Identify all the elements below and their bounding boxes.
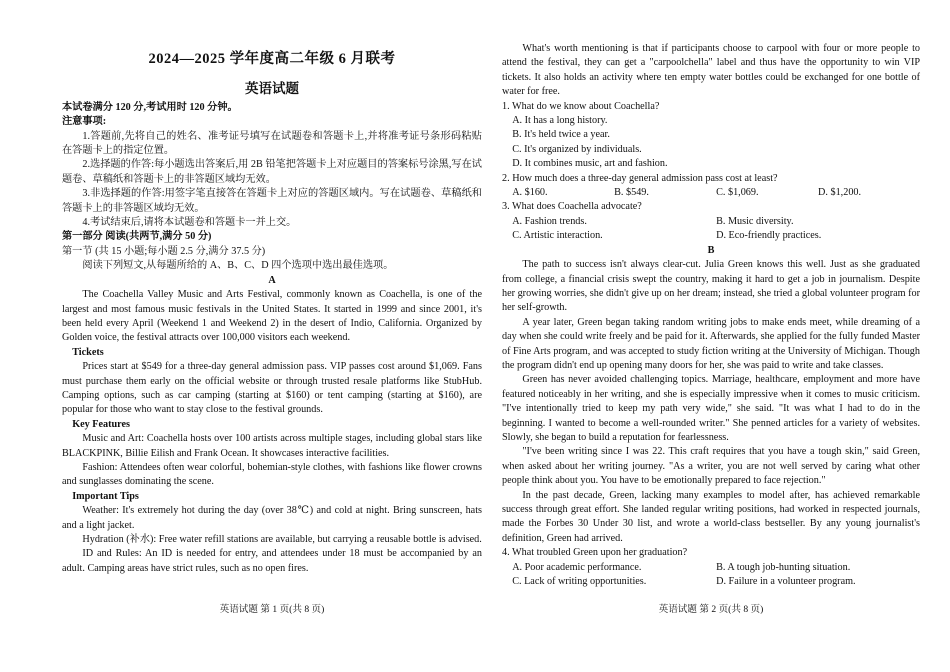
- q3-option-d[interactable]: D. Eco-friendly practices.: [716, 230, 822, 242]
- notice-heading: 注意事项:: [62, 116, 107, 128]
- q3-option-c[interactable]: C. Artistic interaction.: [512, 230, 603, 242]
- question-2: 2. How much does a three-day general admission pass cost at least?: [502, 172, 778, 184]
- question-3: 3. What does Coachella advocate?: [502, 201, 642, 213]
- q3-options-row1: [502, 215, 920, 229]
- feature-music: Music and Art: Coachella hosts over 100 artists across multiple stages, including global stars like BLACKPINK, Billie Eilish and Frank Ocean. It showcases interactive facilities.: [62, 433, 482, 459]
- q3-option-a[interactable]: A. Fashion trends.: [512, 215, 587, 227]
- score-line: 本试卷满分 120 分,考试用时 120 分钟。: [62, 101, 238, 113]
- q2-option-d[interactable]: D. $1,200.: [818, 187, 862, 199]
- feature-fashion: Fashion: Attendees often wear colorful, bohemian-style clothes, with fashions like flower crowns and sunglasses dominating the scene.: [62, 461, 482, 488]
- question-4: 4. What troubled Green upon her graduation?: [502, 547, 688, 559]
- tips-heading: Important Tips: [72, 490, 139, 502]
- tip-weather: Weather: It's extremely hot during the day (over 38℃) and cold at night. Bring sunscreen, hats and a light jacket.: [62, 505, 482, 531]
- q3-options-row2: [502, 229, 920, 243]
- passage-b-paragraph: In the past decade, Green, lacking many examples to model after, has achieved remarkable success through great effort. She landed regular writing positions, had worked in respected journals, made the Forbes 30 Under 30 list, and wrote a world-class bestseller. By any young journalist's definition, Green had arrived.: [502, 489, 920, 544]
- q2-option-a[interactable]: A. $160.: [512, 187, 548, 199]
- tickets-text: Prices start at $549 for a three-day general admission pass. VIP passes cost around $1,069. Fans must purchase them early on the official website or through trusted resale platforms like StubHub. Camping options, such as car camping (starting at $160) or tent camping (starting at $160), are popular for those who want to stay close to the festival grounds.: [62, 361, 482, 416]
- notice-item: 4.考试结束后,请将本试题卷和答题卡一并上交。: [82, 217, 297, 229]
- q1-option-d[interactable]: D. It combines music, art and fashion.: [512, 158, 668, 170]
- passage-b-label: B: [707, 244, 715, 256]
- q2-option-c[interactable]: C. $1,069.: [716, 187, 759, 199]
- instruction-text: 阅读下列短文,从每题所给的 A、B、C、D 四个选项中选出最佳选项。: [82, 260, 394, 272]
- page-2: [502, 0, 920, 672]
- question-1: 1. What do we know about Coachella?: [502, 100, 660, 112]
- q4-option-a[interactable]: A. Poor academic performance.: [512, 561, 642, 573]
- page-1-footer: 英语试题 第 1 页(共 8 页): [219, 604, 325, 615]
- q1-option-a[interactable]: A. It has a long history.: [512, 115, 608, 127]
- part-heading: 第一部分 阅读(共两节,满分 50 分): [62, 231, 212, 243]
- features-heading: Key Features: [72, 418, 130, 430]
- q3-option-b[interactable]: B. Music diversity.: [716, 215, 794, 227]
- q4-option-b[interactable]: B. A tough job-hunting situation.: [716, 561, 851, 573]
- q4-option-c[interactable]: C. Lack of writing opportunities.: [512, 576, 647, 588]
- section-heading: 第一节 (共 15 小题;每小题 2.5 分,满分 37.5 分): [62, 245, 266, 257]
- q2-option-b[interactable]: B. $549.: [614, 187, 649, 199]
- passage-a-intro: The Coachella Valley Music and Arts Festival, commonly known as Coachella, is one of the largest and most famous music festivals in the United States. It started in 1999 and since 2001, it's been held every April (Weekend 1 and Weekend 2) in the desert of Indio, California. Organized by Golden voice, the festival attracts over 100,000 visitors each weekend.: [62, 289, 482, 344]
- notice-item: 2.选择题的作答:每小题选出答案后,用 2B 铅笔把答题卡上对应题目的答案标号涂黑,写在试题卷、草稿纸和答题卡上的非答题区域均无效。: [62, 159, 482, 185]
- notice-item: 1.答题前,先将自己的姓名、准考证号填写在试题卷和答题卡上,并将准考证号条形码粘贴在答题卡上的指定位置。: [62, 130, 482, 157]
- passage-b-paragraph: Green has never avoided challenging topics. Marriage, healthcare, employment and more have featured noticeably in her writing, and she is especially impressive when it comes to music criticism. "I've intentionally tried to keep my path very wide," she said. "It was what I had to do in the beginning. I wanted to become a well-rounded writer." She penned articles for a variety of websites. Slowly, she began to build a reputation for fearlessness.: [502, 374, 920, 443]
- passage-a-label: A: [268, 274, 276, 286]
- passage-b-paragraph: The path to success isn't always clear-cut. Julia Green knows this well. Just as she graduated from college, a financial crisis swept the country, making it hard to get a job in journalism. Despite her growing worries, she didn't give up on her dream; instead, she tried a global volunteer program for her self-growth.: [502, 259, 920, 314]
- q2-options: [502, 186, 920, 200]
- page-1: [62, 0, 482, 672]
- passage-b-paragraph: A year later, Green began taking random writing jobs to make ends meet, while dreaming of a day when she could write freely and be paid for it. Afterwards, she applied for the fully funded Master of Fine Arts program, and was accepted to study fiction writing at the University of Michigan. Though the program didn't end up opening many doors for her, she was paid to write and take classes.: [502, 316, 920, 371]
- tickets-heading: Tickets: [72, 346, 104, 358]
- exam-subtitle: 英语试题: [245, 81, 299, 97]
- exam-title: 2024—2025 学年度高二年级 6 月联考: [148, 51, 396, 67]
- tip-id: ID and Rules: An ID is needed for entry, and attendees under 18 must be accompanied by an adult. Camping areas have strict rules, such as no open fires.: [62, 548, 482, 574]
- tip-hydration: Hydration (补水): Free water refill stations are available, but carrying a reusable bottle is advised.: [82, 534, 482, 545]
- passage-b-paragraph: "I've been writing since I was 22. This craft requires that you have a tough skin," said Green, when asked about her writing journey. "As a writer, you are not well served by caring what other people think about you. You have to be emotionally prepared to face rejection.": [502, 446, 920, 487]
- q1-option-b[interactable]: B. It's held twice a year.: [512, 129, 610, 141]
- q4-options-row1: [502, 561, 920, 575]
- q1-option-c[interactable]: C. It's organized by individuals.: [512, 143, 642, 155]
- q4-options-row2: [502, 575, 920, 589]
- passage-a-end: What's worth mentioning is that if participants choose to carpool with four or more people to attend the festival, they can get a "carpoolchella" label and thus have the opportunity to win VIP tickets. It also holds an activity where ten empty water bottles could be exchanged for one bottle of water for free.: [502, 43, 920, 98]
- notice-item: 3.非选择题的作答:用签字笔直接答在答题卡上对应的答题区域内。写在试题卷、草稿纸和答题卡上的非答题区域均无效。: [62, 188, 482, 214]
- q4-option-d[interactable]: D. Failure in a volunteer program.: [716, 576, 856, 588]
- page-2-footer: 英语试题 第 2 页(共 8 页): [658, 604, 764, 615]
